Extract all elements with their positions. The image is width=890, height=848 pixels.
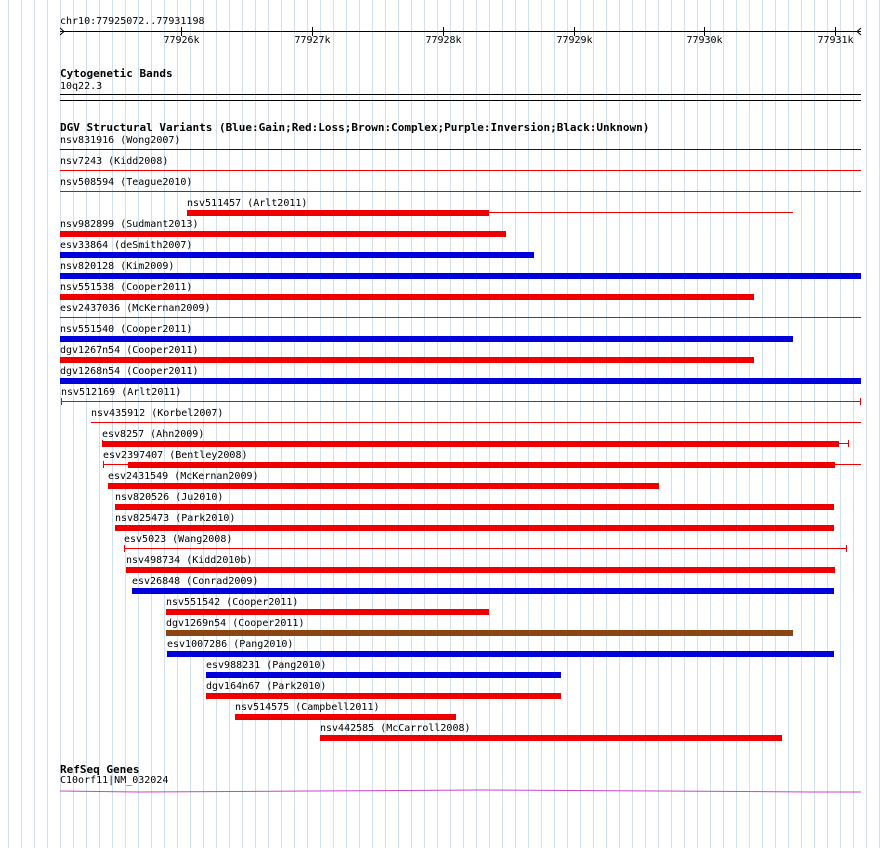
variant-end-cap: [848, 440, 849, 447]
variant-label[interactable]: dgv164n67 (Park2010): [206, 681, 327, 692]
ruler-tick-label: 77930k: [686, 35, 723, 46]
variant-feature-bar[interactable]: [187, 210, 489, 216]
variant-label[interactable]: nsv551542 (Cooper2011): [166, 597, 299, 608]
variant-label[interactable]: nsv442585 (McCarroll2008): [320, 723, 471, 734]
variant-label[interactable]: nsv511457 (Arlt2011): [187, 198, 308, 209]
variant-feature-line[interactable]: [124, 548, 846, 549]
variant-label[interactable]: nsv508594 (Teague2010): [60, 177, 193, 188]
refseq-track-title: RefSeq Genes: [60, 763, 140, 776]
variant-end-cap: [846, 545, 847, 552]
cytoband-label: 10q22.3: [60, 81, 103, 92]
variant-feature-bar[interactable]: [60, 378, 861, 384]
ruler-tick-label: 77928k: [425, 35, 462, 46]
variant-feature-line[interactable]: [60, 191, 861, 192]
variant-feature-bar[interactable]: [235, 714, 456, 720]
ruler-tick-label: 77931k: [817, 35, 854, 46]
variant-feature-bar[interactable]: [60, 336, 793, 342]
variant-feature-bar[interactable]: [115, 525, 834, 531]
variant-label[interactable]: esv2437036 (McKernan2009): [60, 303, 211, 314]
variant-label[interactable]: nsv820128 (Kim2009): [60, 261, 175, 272]
variant-feature-bar[interactable]: [166, 609, 489, 615]
variant-feature-bar[interactable]: [60, 294, 754, 300]
refseq-gene-feature[interactable]: [0, 784, 890, 798]
variant-label[interactable]: nsv551538 (Cooper2011): [60, 282, 193, 293]
cytoband-track-title: Cytogenetic Bands: [60, 67, 173, 80]
variant-end-cap: [124, 545, 125, 552]
variant-label[interactable]: dgv1267n54 (Cooper2011): [60, 345, 199, 356]
variant-label[interactable]: nsv435912 (Korbel2007): [91, 408, 224, 419]
variant-end-cap: [103, 461, 104, 468]
refseq-gene-line[interactable]: [60, 790, 861, 792]
ruler-arrow-right: [857, 32, 861, 36]
variant-feature-bar[interactable]: [60, 273, 861, 279]
ruler-tick-label: 77926k: [163, 35, 200, 46]
variant-label[interactable]: esv26848 (Conrad2009): [132, 576, 259, 587]
ruler-tick-label: 77927k: [294, 35, 331, 46]
variant-end-cap: [860, 398, 861, 405]
variant-feature-bar[interactable]: [60, 252, 534, 258]
ruler-arrow-right: [857, 28, 861, 32]
variant-feature-line[interactable]: [91, 422, 861, 423]
variant-label[interactable]: nsv551540 (Cooper2011): [60, 324, 193, 335]
variant-feature-bar[interactable]: [132, 588, 834, 594]
variant-end-cap: [61, 398, 62, 405]
variant-feature-bar[interactable]: [126, 567, 835, 573]
variant-label[interactable]: esv8257 (Ahn2009): [102, 429, 205, 440]
variant-feature-bar[interactable]: [167, 651, 834, 657]
variant-feature-bar[interactable]: [128, 462, 835, 468]
variant-feature-bar[interactable]: [206, 693, 561, 699]
variant-label[interactable]: esv1007286 (Pang2010): [167, 639, 294, 650]
refseq-gene-label[interactable]: C10orf11|NM_032024: [60, 775, 169, 786]
variant-label[interactable]: dgv1269n54 (Cooper2011): [166, 618, 305, 629]
variant-label[interactable]: nsv820526 (Ju2010): [115, 492, 224, 503]
variant-feature-line[interactable]: [60, 149, 861, 150]
variant-feature-line[interactable]: [61, 401, 860, 402]
variant-feature-line[interactable]: [60, 170, 861, 171]
variant-feature-bar[interactable]: [115, 504, 834, 510]
locus-label: chr10:77925072..77931198: [60, 16, 205, 27]
variant-label[interactable]: esv5023 (Wang2008): [124, 534, 233, 545]
variant-feature-bar[interactable]: [60, 231, 506, 237]
variant-feature-bar[interactable]: [60, 357, 754, 363]
variant-label[interactable]: nsv982899 (Sudmant2013): [60, 219, 199, 230]
ruler-tick-label: 77929k: [556, 35, 593, 46]
variant-label[interactable]: esv2397407 (Bentley2008): [103, 450, 248, 461]
variant-feature-bar[interactable]: [206, 672, 561, 678]
dgv-track-title: DGV Structural Variants (Blue:Gain;Red:Loss;Brown:Complex;Purple:Inversion;Black:Unknown): [60, 121, 650, 134]
variant-label[interactable]: nsv498734 (Kidd2010b): [126, 555, 253, 566]
variant-label[interactable]: nsv512169 (Arlt2011): [61, 387, 182, 398]
variant-label[interactable]: esv988231 (Pang2010): [206, 660, 327, 671]
variant-feature-bar[interactable]: [102, 441, 839, 447]
variant-feature-line[interactable]: [60, 317, 861, 318]
variant-feature-bar[interactable]: [166, 630, 793, 636]
variant-feature-bar[interactable]: [320, 735, 782, 741]
variant-label[interactable]: esv33864 (deSmith2007): [60, 240, 193, 251]
variant-label[interactable]: dgv1268n54 (Cooper2011): [60, 366, 199, 377]
variant-end-cap: [102, 440, 103, 447]
variant-label[interactable]: nsv825473 (Park2010): [115, 513, 236, 524]
variant-feature-bar[interactable]: [108, 483, 659, 489]
variant-label[interactable]: esv2431549 (McKernan2009): [108, 471, 259, 482]
variant-label[interactable]: nsv7243 (Kidd2008): [60, 156, 169, 167]
variant-label[interactable]: nsv514575 (Campbell2011): [235, 702, 380, 713]
variant-label[interactable]: nsv831916 (Wong2007): [60, 135, 181, 146]
